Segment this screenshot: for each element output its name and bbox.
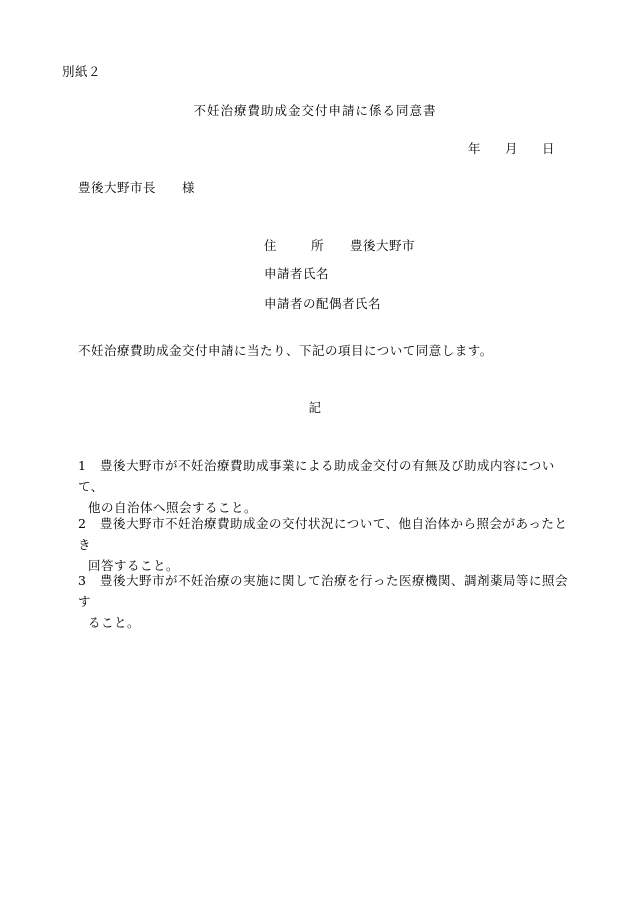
address-value: 豊後大野市 [350, 238, 416, 253]
spouse-name-label: 申請者の配偶者氏名 [264, 296, 382, 311]
item-text-line1: 豊後大野市が不妊治療の実施に関して治療を行った医療機関、調剤薬局等に照会す [78, 573, 569, 609]
consent-item [78, 513, 578, 576]
item-text-line1: 豊後大野市が不妊治療費助成事業による助成金交付の有無及び助成内容について、 [78, 458, 555, 494]
item-text-line2: 他の自治体へ照会すること。 [88, 500, 258, 515]
document-title: 不妊治療費助成金交付申請に係る同意書 [193, 103, 437, 118]
item-text-line2: 回答すること。 [88, 558, 180, 573]
address-label-1: 住 [264, 238, 278, 253]
consent-intro: 不妊治療費助成金交付申請に当たり、下記の項目について同意します。 [78, 343, 493, 358]
item-text-line1: 豊後大野市不妊治療費助成金の交付状況について、他自治体から照会があったとき [78, 516, 568, 552]
addressee [78, 180, 195, 196]
addressee-honorific: 様 [182, 180, 196, 195]
consent-item [78, 570, 578, 633]
appendix-label: 別紙２ [62, 64, 102, 79]
applicant-name-label: 申請者氏名 [264, 266, 330, 281]
item-text-line2: ること。 [88, 615, 141, 630]
item-number: 1 [78, 458, 87, 473]
applicant-address-row [264, 238, 415, 254]
address-label-2: 所 [311, 238, 325, 253]
addressee-name: 豊後大野市長 [78, 180, 157, 195]
item-number: 2 [78, 516, 87, 531]
consent-item [78, 455, 578, 518]
ki-heading: 記 [308, 400, 322, 415]
date-year-label: 年 [468, 141, 482, 156]
item-number: 3 [78, 573, 87, 588]
date-month-label: 月 [505, 141, 519, 156]
date-day-label: 日 [542, 141, 556, 156]
